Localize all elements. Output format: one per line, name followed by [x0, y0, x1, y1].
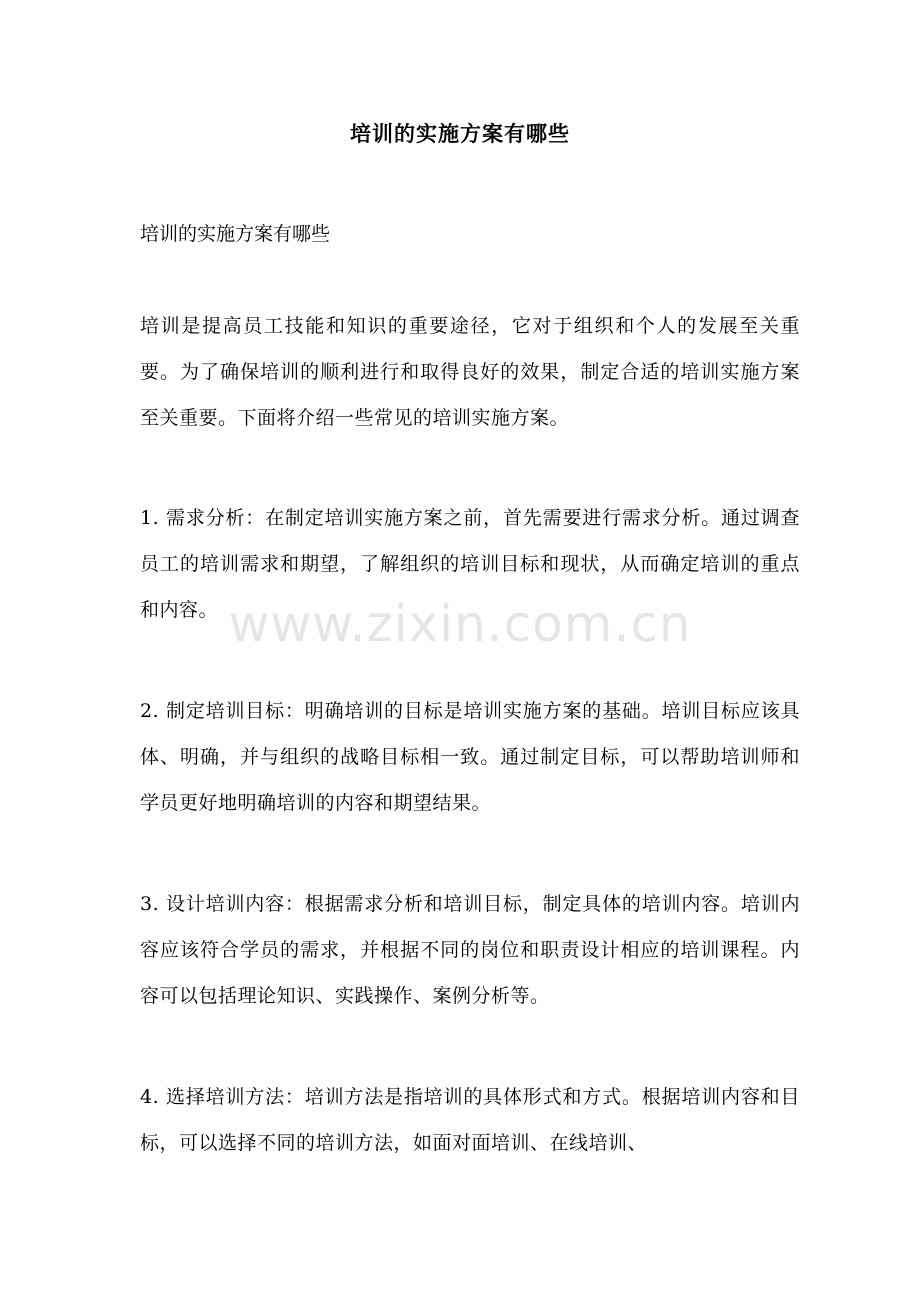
intro-paragraph: 培训是提高员工技能和知识的重要途径，它对于组织和个人的发展至关重要。为了确保培训的顺利进行和取得良好的效果，制定合适的培训实施方案至关重要。下面将介绍一些常见的培训实施方案。 [140, 315, 800, 429]
document-subtitle: 培训的实施方案有哪些 [140, 223, 331, 245]
section-paragraph-4: 4. 选择培训方法：培训方法是指培训的具体形式和方式。根据培训内容和目标，可以选择不同的培训方法，如面对面培训、在线培训、 [140, 1086, 800, 1154]
section-paragraph-1: 1. 需求分析：在制定培训实施方案之前，首先需要进行需求分析。通过调查员工的培训需求和期望，了解组织的培训目标和现状，从而确定培训的重点和内容。 [140, 507, 800, 621]
section-paragraph-2: 2. 制定培训目标：明确培训的目标是培训实施方案的基础。培训目标应该具体、明确，并与组织的战略目标相一致。通过制定目标，可以帮助培训师和学员更好地明确培训的内容和期望结果。 [140, 700, 800, 814]
document-title: 培训的实施方案有哪些 [350, 121, 570, 146]
watermark: www.zixin.com.cn [228, 595, 692, 653]
section-paragraph-3: 3. 设计培训内容：根据需求分析和培训目标，制定具体的培训内容。培训内容应该符合学员的需求，并根据不同的岗位和职责设计相应的培训课程。内容可以包括理论知识、实践操作、案例分析等。 [140, 893, 800, 1007]
